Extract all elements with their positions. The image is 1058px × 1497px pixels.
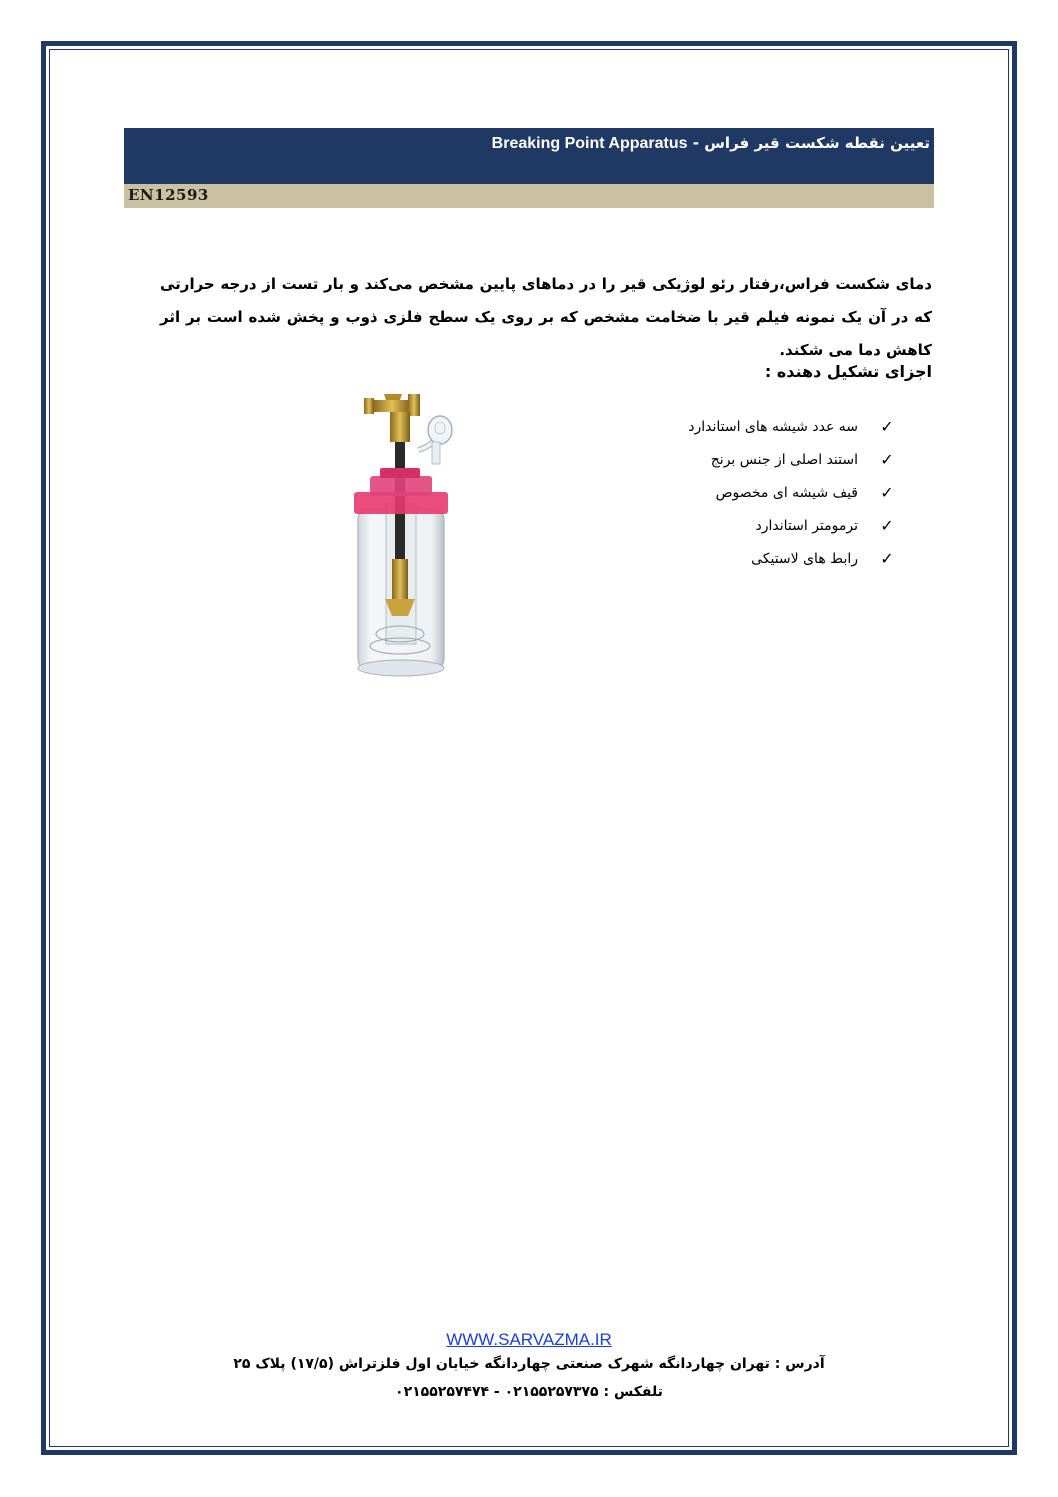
list-item: ✓ ترمومتر استاندارد	[688, 509, 898, 542]
list-item: ✓ استند اصلی از جنس برنج	[688, 443, 898, 476]
standard-bar	[124, 184, 934, 208]
list-item: ✓ قیف شیشه ای مخصوص	[688, 476, 898, 509]
apparatus-photo	[340, 384, 510, 684]
components-list	[688, 410, 898, 575]
title-fa: تعیین نقطه شکست قیر فراس	[704, 134, 930, 152]
title-en: Breaking Point Apparatus	[491, 135, 688, 152]
footer-address: آدرس : تهران چهاردانگه شهرک صنعتی چهاردانگه خیابان اول فلزتراش (۱۷/۵) پلاک ۲۵	[233, 1356, 825, 1372]
page-border-inner	[49, 49, 1009, 1447]
title-bar	[124, 128, 934, 184]
list-item: ✓ رابط های لاستیکی	[688, 542, 898, 575]
check-icon: ✓	[880, 515, 894, 535]
description-paragraph: دمای شکست فراس،رفتار رئو لوژیکی قیر را در دماهای پایین مشخص می‌کند و بار تست از درجه حرارتی که در آن یک نمونه فیلم قیر با ضخامت مشخص که بر روی یک سطح فلزی ذوب و پخش شده است بر اثر کاهش دما می شکند.	[160, 275, 932, 359]
check-icon: ✓	[880, 482, 894, 502]
check-icon: ✓	[880, 449, 894, 469]
footer-phones: تلفکس : ۰۲۱۵۵۲۵۷۳۷۵ - ۰۲۱۵۵۲۵۷۴۷۴	[395, 1384, 663, 1400]
standard-code: EN12593	[128, 186, 209, 204]
website-link[interactable]: WWW.SARVAZMA.IR	[446, 1330, 612, 1349]
title-separator: -	[687, 134, 705, 152]
check-icon: ✓	[880, 416, 894, 436]
check-icon: ✓	[880, 548, 894, 568]
list-item: ✓ سه عدد شیشه های استاندارد	[688, 410, 898, 443]
components-heading: اجزای تشکیل دهنده :	[764, 362, 932, 381]
page-title	[492, 134, 930, 153]
